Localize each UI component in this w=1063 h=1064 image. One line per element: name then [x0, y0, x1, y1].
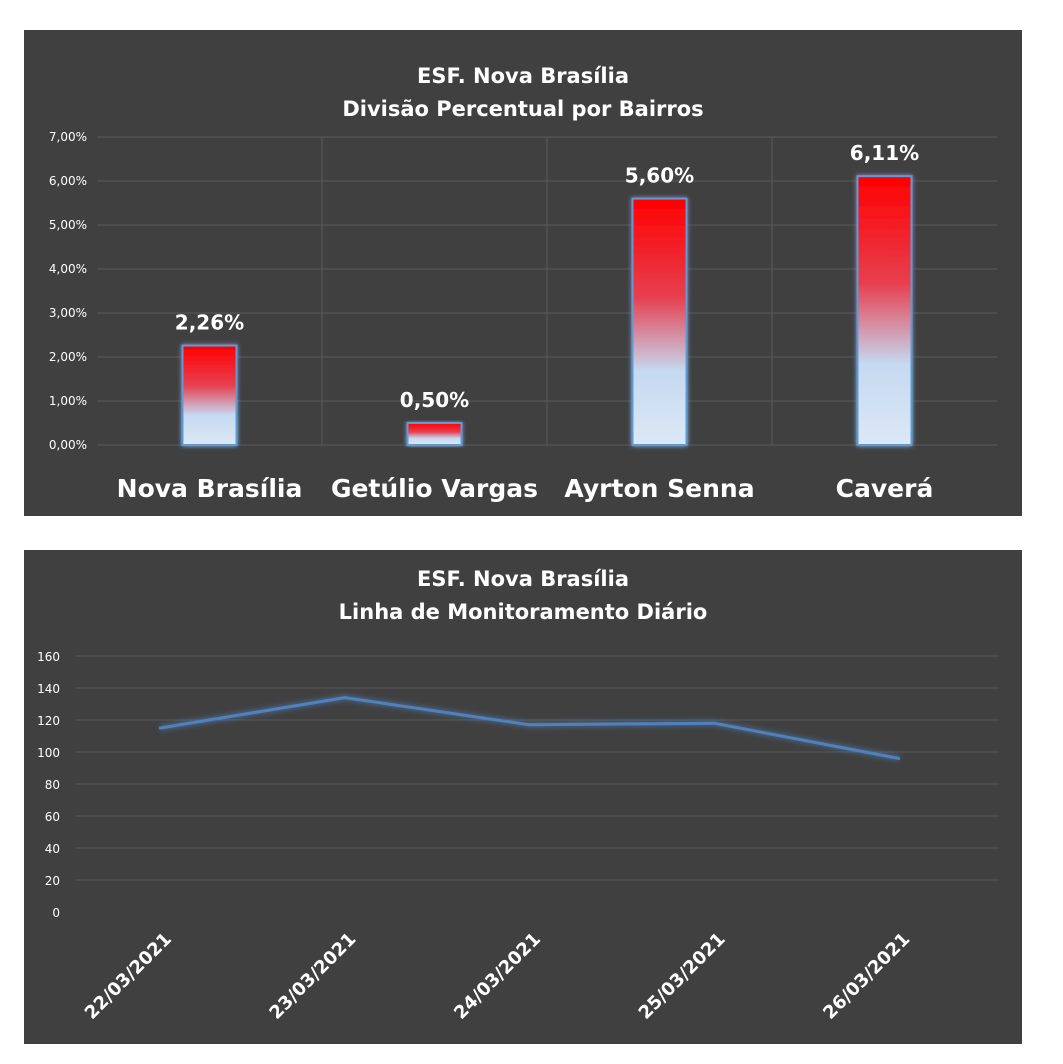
line-chart-plot: [24, 550, 1022, 1044]
bar-chart-panel: [24, 30, 1022, 516]
line-x-tick-label: 22/03/2021: [80, 928, 176, 1024]
line-y-tick-label: 140: [37, 682, 60, 696]
bar: [858, 176, 912, 445]
bar-y-tick-label: 2,00%: [48, 350, 87, 364]
bar-y-tick-label: 5,00%: [48, 218, 87, 232]
bar-data-label: 6,11%: [849, 141, 920, 166]
bar-y-tick-label: 3,00%: [48, 306, 87, 320]
line-y-tick-label: 160: [37, 650, 60, 664]
line-point: [528, 723, 531, 726]
bar: [633, 199, 687, 445]
bar-y-tick-label: 6,00%: [48, 174, 87, 188]
bar-y-tick-label: 0,00%: [48, 438, 87, 452]
line-y-tick-label: 0: [52, 906, 60, 920]
line-point: [159, 727, 162, 730]
line-y-tick-label: 100: [37, 746, 60, 760]
bar: [408, 423, 462, 445]
line-y-tick-label: 80: [44, 778, 60, 792]
line-y-tick-label: 120: [37, 714, 60, 728]
bar-category-label: Ayrton Senna: [564, 474, 755, 503]
bar-category-label: Getúlio Vargas: [330, 474, 539, 503]
bar-y-tick-label: 4,00%: [48, 262, 87, 276]
line-point: [343, 696, 346, 699]
bar-category-label: Nova Brasília: [116, 474, 303, 503]
line-chart-title: ESF. Nova Brasília: [417, 567, 629, 591]
line-y-tick-label: 20: [44, 874, 60, 888]
bar-data-label: 2,26%: [174, 310, 245, 335]
line-chart-panel: [24, 550, 1022, 1044]
bar-chart-title: ESF. Nova Brasília: [417, 64, 629, 88]
line-y-tick-label: 40: [44, 842, 60, 856]
bar-category-label: Caverá: [835, 474, 934, 503]
line-x-tick-label: 26/03/2021: [819, 928, 915, 1024]
bar-data-label: 5,60%: [624, 163, 695, 188]
line-series: [160, 698, 898, 759]
bar-y-tick-label: 7,00%: [48, 130, 87, 144]
line-x-tick-label: 25/03/2021: [634, 928, 730, 1024]
line-x-tick-label: 23/03/2021: [265, 928, 361, 1024]
bar: [183, 346, 237, 445]
bar-chart-plot: [24, 30, 1022, 516]
bar-data-label: 0,50%: [399, 388, 470, 412]
line-point: [897, 757, 900, 760]
line-point: [713, 722, 716, 725]
line-chart-subtitle: Linha de Monitoramento Diário: [338, 600, 708, 624]
line-x-tick-label: 24/03/2021: [450, 928, 546, 1024]
bar-y-tick-label: 1,00%: [48, 394, 87, 408]
bar-chart-subtitle: Divisão Percentual por Bairros: [342, 97, 704, 121]
line-y-tick-label: 60: [44, 810, 60, 824]
